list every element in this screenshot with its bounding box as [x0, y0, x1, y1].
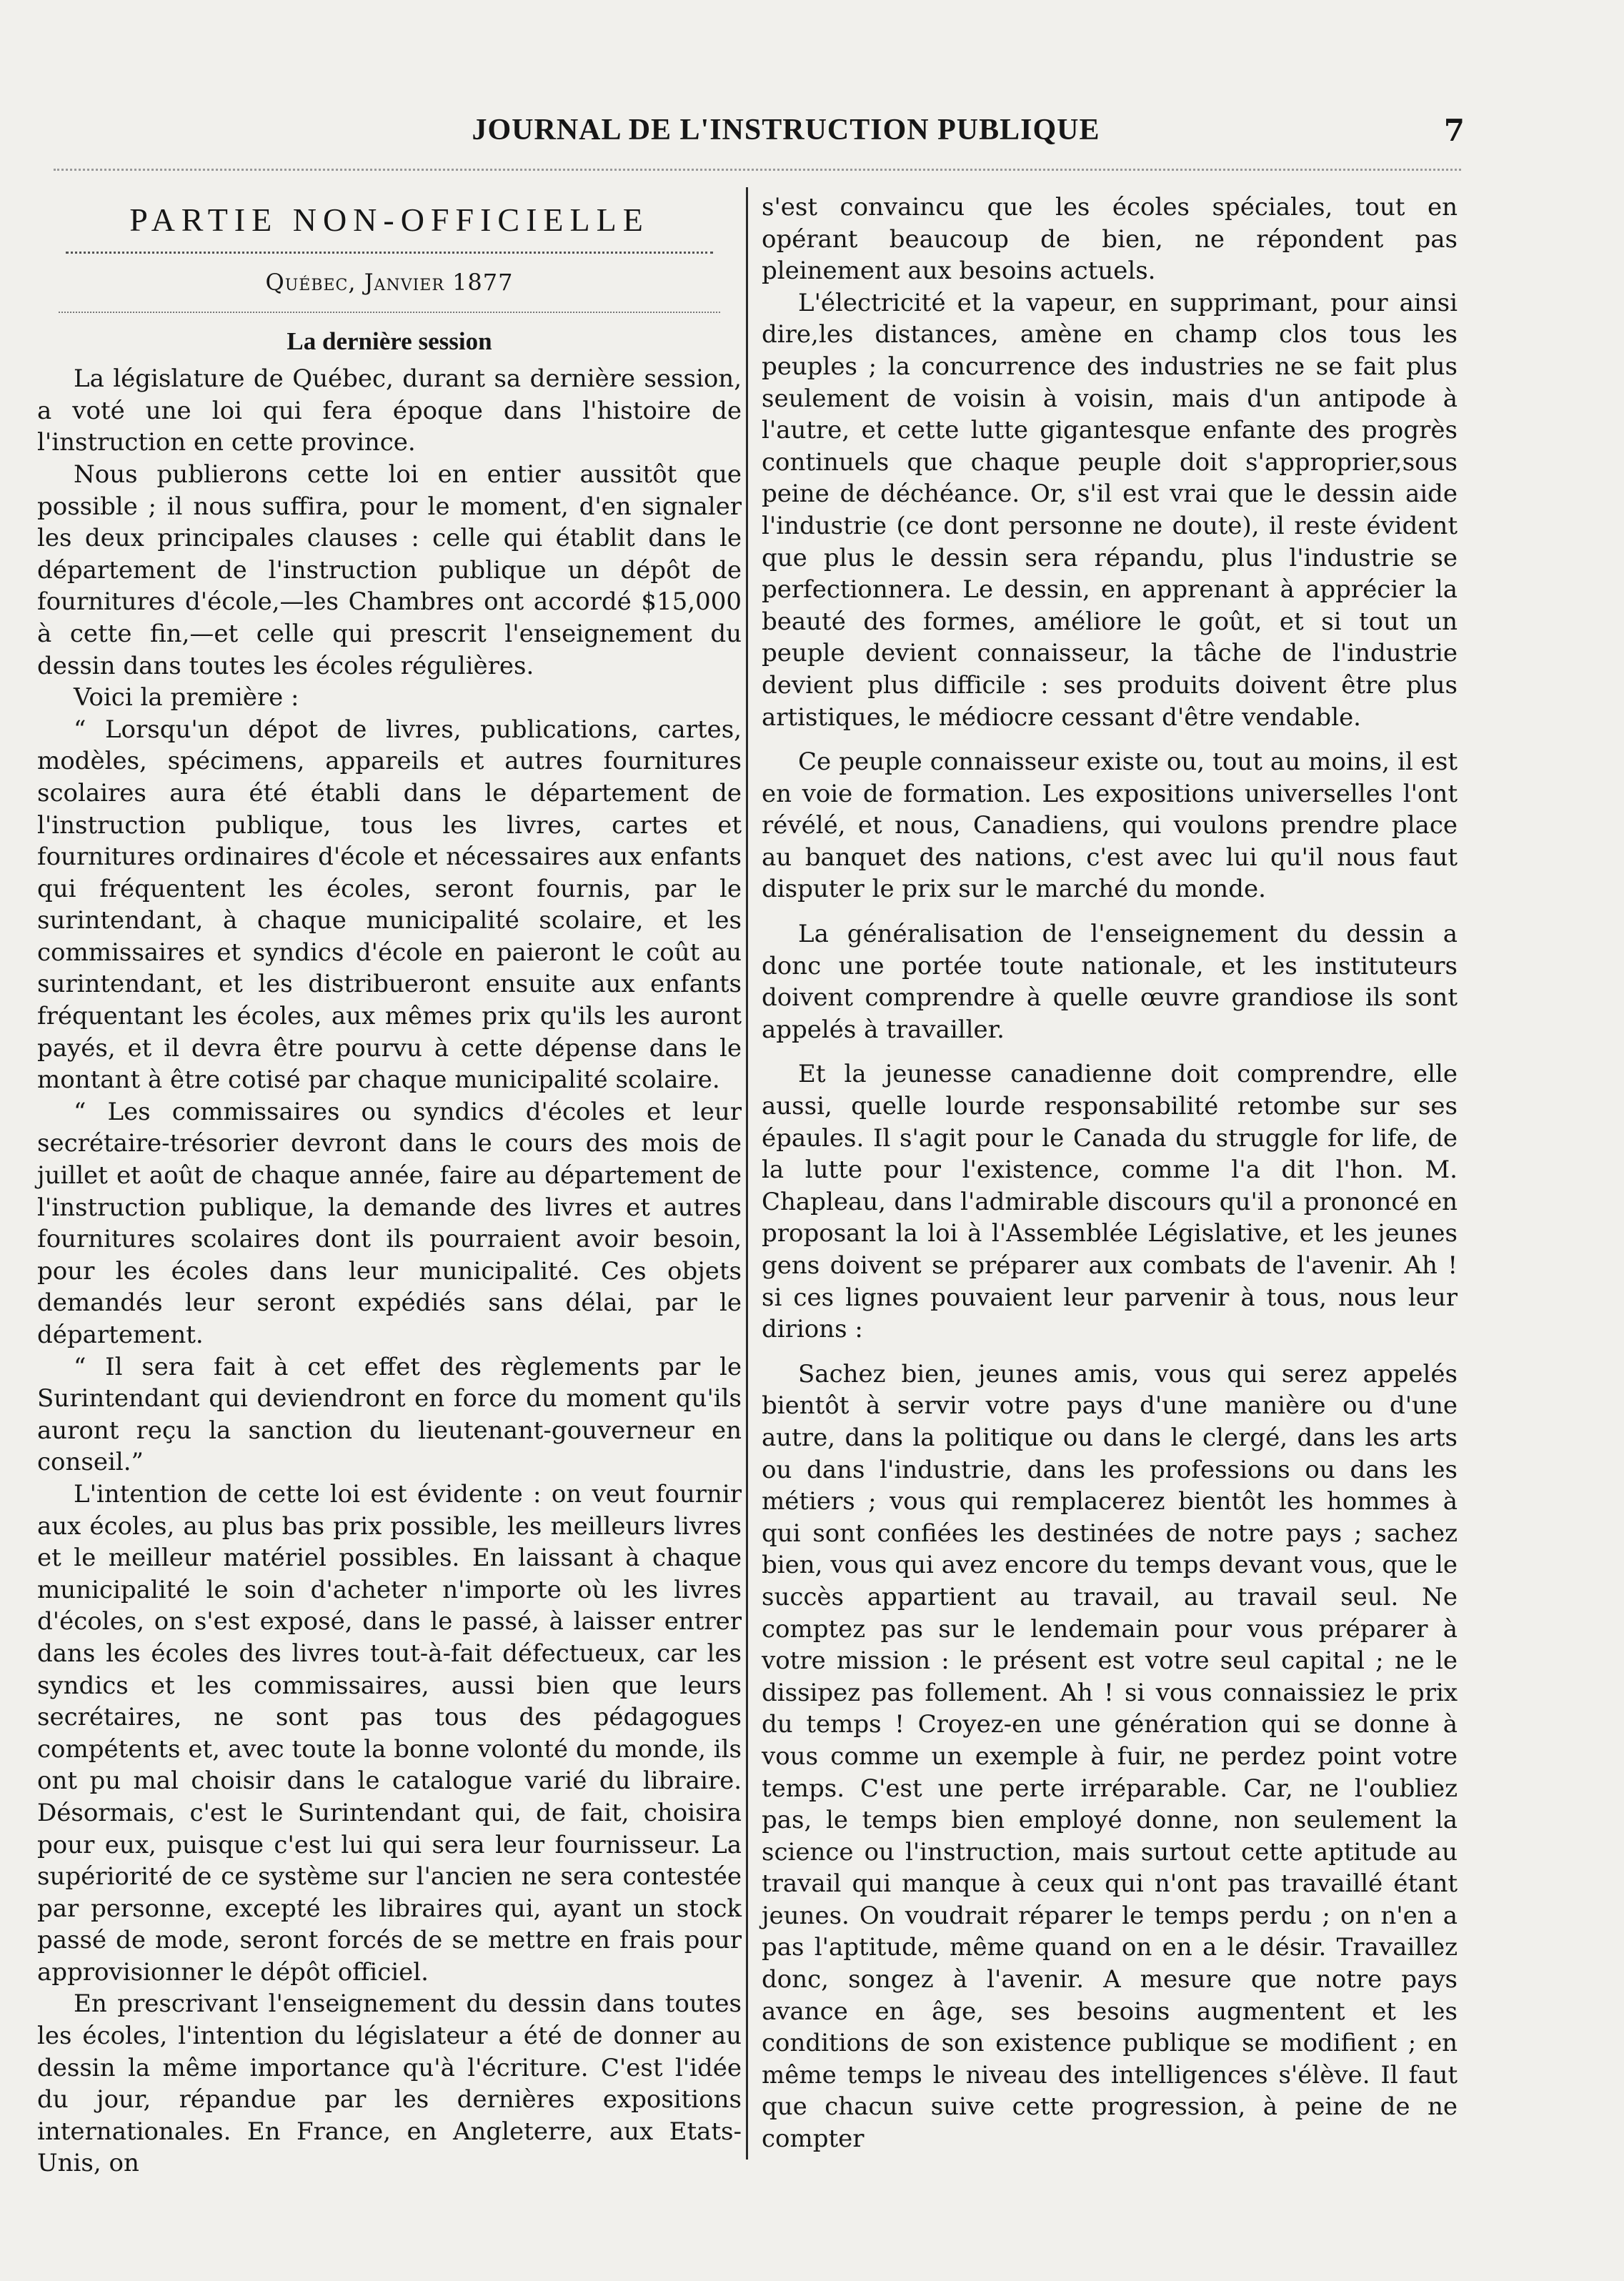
dateline-rule [59, 312, 720, 313]
quote-paragraph: “ Lorsqu'un dépot de livres, publications, cartes, modèles, spécimens, appareils et autres fournitures scolaires aura été établi dans le département de l'instruction publique, tous les livres, cartes et fournitures ordinaires d'école et nécessaires aux enfants qui fréquentent les écoles, seront fournis, par le surintendant, à chaque municipalité scolaire, et les commissaires et syndics d'école en paieront le coût au surintendant, et les distribueront ensuite aux enfants fréquentant les écoles, aux mêmes prix qu'ils les auront payés, et il devra être pourvu à cette dépense dans le montant à être cotisé par chaque municipalité scolaire. [37, 715, 742, 1095]
paragraph: Nous publierons cette loi en entier aussitôt que possible ; il nous suffira, pour le moment, d'en signaler les deux principales clauses : celle qui établit dans le département de l'instruction publique un dépôt de fournitures d'école,—les Chambres ont accordé $15,000 à cette fin,—et celle qui prescrit l'enseignement du dessin dans toutes les écoles régulières. [37, 459, 742, 680]
page-number: 7 [1443, 113, 1465, 148]
paragraph: L'intention de cette loi est évidente : on veut fournir aux écoles, au plus bas prix possible, les meilleurs livres et le meilleur matériel possibles. En laissant à chaque municipalité le soin d'acheter n'importe où les livres d'écoles, on s'est exposé, dans le passé, à laisser entrer dans les écoles des livres tout-à-fait défectueux, car les syndics et les commissaires, aussi bien que leurs secrétaires, ne sont pas tous des pédagogues compétents et, avec toute la bonne volonté du monde, ils ont pu mal choisir dans le catalogue varié du libraire. Désormais, c'est le Surintendant qui, de fait, choisira pour eux, puisque c'est lui qui sera leur fournisseur. La supériorité de ce système sur l'ancien ne sera contestée par personne, excepté les libraires qui, ayant un stock passé de mode, seront forcés de se mettre en frais pour approvisionner le dépôt officiel. [37, 1479, 742, 1987]
dateline: Québec, Janvier 1877 [265, 269, 514, 296]
law-quote [37, 714, 742, 1479]
article-title: La dernière session [287, 327, 492, 355]
paragraph-gap [762, 1045, 1458, 1058]
paragraph: La législature de Québec, durant sa dernière session, a voté une loi qui fera époque dans l'histoire de l'instruction en cette province. [37, 364, 742, 457]
section-rule [66, 252, 713, 254]
paragraph-gap [762, 733, 1458, 746]
quote-paragraph: “ Les commissaires ou syndics d'écoles et leur secrétaire-trésorier devront dans le cours des mois de juillet et août de chaque année, faire au département de l'instruction publique, la demande des livres et autres fournitures scolaires dont ils pourraient avoir besoin, pour les écoles dans leur municipalité. Ces objets demandés leur seront expédiés sans délai, par le département. [37, 1097, 742, 1349]
paragraph: Ce peuple connaisseur existe ou, tout au moins, il est en voie de formation. Les expositions universelles l'ont révélé, et nous, Canadiens, qui voulons prendre place au banquet des nations, c'est avec lui qu'il nous faut disputer le prix sur le marché du monde. [762, 747, 1458, 904]
section-title: PARTIE NON-OFFICIELLE [129, 202, 649, 238]
paragraph: s'est convaincu que les écoles spéciales, tout en opérant beaucoup de bien, ne répondent pas pleinement aux besoins actuels. [762, 193, 1458, 286]
paragraph: Et la jeunesse canadienne doit comprendre, elle aussi, quelle lourde responsabilité retombe sur ses épaules. Il s'agit pour le Canada du struggle for life, de la lutte pour l'existence, comme l'a dit l'hon. M. Chapleau, dans l'admirable discours qu'il a prononcé en proposant la loi à l'Assemblée Législative, et les jeunes gens doivent se préparer aux combats de l'avenir. Ah ! si ces lignes pouvaient leur parvenir à tous, nous leur dirions : [762, 1060, 1458, 1344]
column-rule [746, 187, 748, 2160]
paragraph-gap [762, 1346, 1458, 1358]
quote-paragraph: “ Il sera fait à cet effet des règlements par le Surintendant qui deviendront en force du moment qu'ils auront reçu la sanction du lieutenant-gouverneur en conseil.” [37, 1352, 742, 1477]
header-rule [54, 169, 1461, 171]
page-header [107, 113, 1465, 156]
paragraph: Sachez bien, jeunes amis, vous qui serez appelés bientôt à servir votre pays d'une manière ou d'une autre, dans la politique ou dans le clergé, dans les arts ou dans l'industrie, dans les professions ou dans les métiers ; vous qui remplacerez bientôt les hommes à qui sont confiées les destinées de notre pays ; sachez bien, vous qui avez encore du temps devant vous, que le succès appartient au travail, au travail seul. Ne comptez pas sur le lendemain pour vous préparer à votre mission : le présent est votre seul capital ; ne le dissipez pas follement. Ah ! si vous connaissiez le prix du temps ! Croyez-en une génération qui se donne à vous comme un exemple à fuir, ne perdez point votre temps. C'est une perte irréparable. Car, ne l'oubliez pas, le temps bien employé donne, non seulement la science ou l'instruction, mais surtout cette aptitude au travail qui manque à ceux qui n'ont pas travaillé étant jeunes. On voudrait réparer le temps perdu ; on n'en a pas l'aptitude, même quand on en a le désir. Travaillez donc, songez à l'avenir. A mesure que notre pays avance en âge, ses besoins augmentent et les conditions de son existence publique se modifient ; en même temps le niveau des intelligences s'élève. Il faut que chacun suive cette progression, à peine de ne compter [762, 1359, 1458, 2154]
journal-title: JOURNAL DE L'INSTRUCTION PUBLIQUE [472, 114, 1100, 146]
paragraph: En prescrivant l'enseignement du dessin dans toutes les écoles, l'intention du législateur a été de donner au dessin la même importance qu'à l'écriture. C'est l'idée du jour, répandue par les dernières expositions internationales. En France, en Angleterre, aux Etats-Unis, on [37, 1989, 742, 2178]
paragraph-gap [762, 905, 1458, 918]
right-column [762, 192, 1458, 2155]
left-column [37, 192, 742, 2180]
paragraph: Voici la première : [74, 683, 299, 712]
paragraph: La généralisation de l'enseignement du dessin a donc une portée toute nationale, et les instituteurs doivent comprendre à quelle œuvre grandiose ils sont appelés à travailler. [762, 920, 1458, 1044]
paragraph: L'électricité et la vapeur, en supprimant, pour ainsi dire,les distances, amène en champ clos tous les peuples ; la concurrence des industries ne se fait plus seulement de voisin à voisin, mais d'un antipode à l'autre, et cette lutte gigantesque enfante des progrès continuels que chaque peuple doit s'approprier,sous peine de déchéance. Or, s'il est vrai que le dessin aide l'industrie (ce dont personne ne doute), il reste évident que plus le dessin sera répandu, plus l'industrie se perfectionnera. Le dessin, en apprenant à apprécier la beauté des formes, améliore le goût, et si tout un peuple devient connaisseur, la tâche de l'industrie devient plus difficile : ses produits doivent être plus artistiques, le médiocre cessant d'être vendable. [762, 288, 1458, 732]
